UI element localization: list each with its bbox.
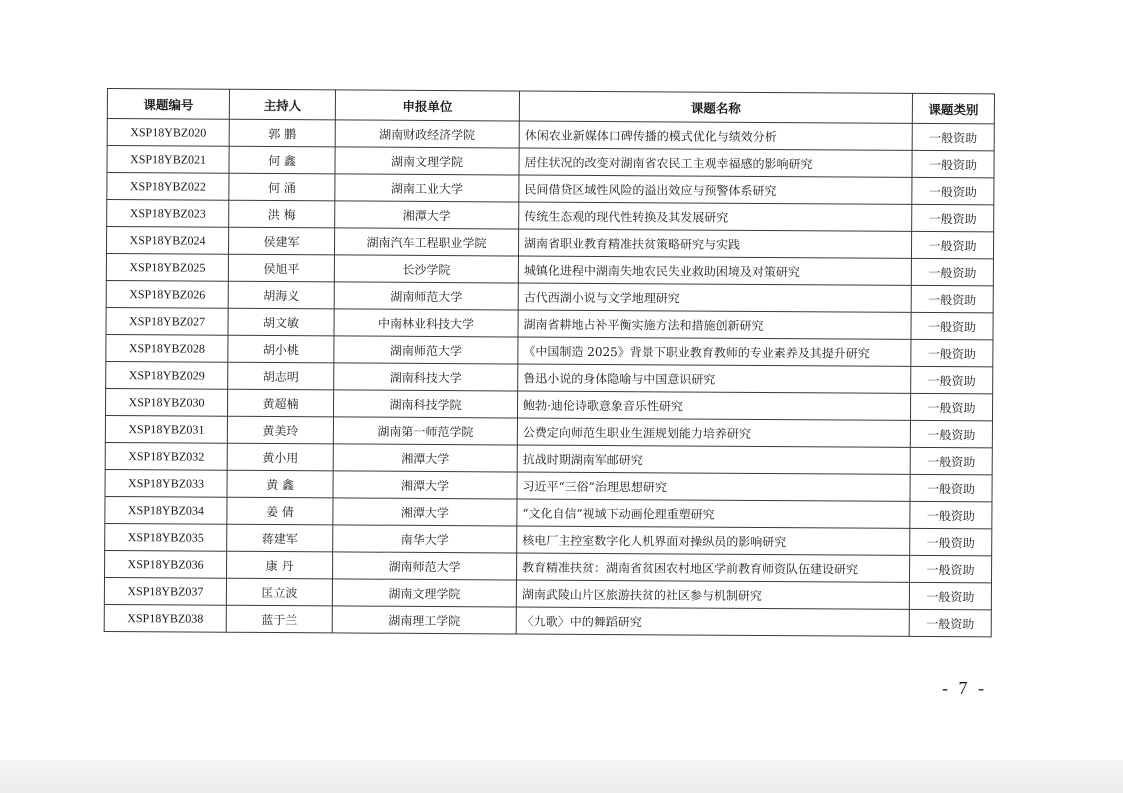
unit-cell: 南华大学 (333, 525, 517, 553)
category-cell: 一般资助 (911, 339, 993, 367)
host-cell: 黄 鑫 (227, 470, 333, 498)
project-title-cell: 休闲农业新媒体口碑传播的模式优化与绩效分析 (519, 121, 912, 150)
header-host: 主持人 (229, 89, 335, 120)
host-cell: 何 鑫 (229, 146, 335, 174)
category-cell: 一般资助 (911, 366, 993, 394)
host-cell: 胡志明 (228, 362, 334, 390)
project-code-cell: XSP18YBZ026 (106, 280, 228, 308)
category-cell: 一般资助 (911, 285, 993, 313)
unit-cell: 湘潭大学 (333, 471, 517, 499)
host-cell: 康 丹 (227, 551, 333, 579)
project-table (104, 88, 995, 637)
project-title-cell: 湖南省耕地占补平衡实施方法和措施创新研究 (518, 310, 911, 339)
scan-edge-shadow (0, 760, 1123, 793)
host-cell: 胡海义 (228, 281, 334, 309)
category-cell: 一般资助 (910, 393, 992, 421)
project-title-cell: 城镇化进程中湖南失地农民失业救助困境及对策研究 (518, 256, 911, 285)
header-project-code: 课题编号 (107, 89, 229, 120)
project-code-cell: XSP18YBZ035 (105, 523, 227, 551)
project-code-cell: XSP18YBZ031 (105, 415, 227, 443)
project-code-cell: XSP18YBZ032 (105, 442, 227, 470)
host-cell: 黄小用 (227, 443, 333, 471)
host-cell: 匡立波 (226, 578, 332, 606)
project-code-cell: XSP18YBZ036 (105, 550, 227, 578)
unit-cell: 湖南文理学院 (335, 147, 519, 175)
category-cell: 一般资助 (909, 555, 991, 583)
header-project-title: 课题名称 (519, 91, 912, 123)
host-cell: 洪 梅 (229, 200, 335, 228)
project-code-cell: XSP18YBZ025 (106, 253, 228, 281)
host-cell: 胡文敏 (228, 308, 334, 336)
unit-cell: 湖南财政经济学院 (335, 120, 519, 148)
table-body (104, 119, 994, 637)
category-cell: 一般资助 (912, 123, 994, 151)
project-title-cell: 《中国制造 2025》背景下职业教育教师的专业素养及其提升研究 (518, 337, 911, 366)
unit-cell: 湖南第一师范学院 (333, 417, 517, 445)
category-cell: 一般资助 (911, 258, 993, 286)
project-title-cell: 鲍勃·迪伦诗歌意象音乐性研究 (517, 391, 910, 420)
header-category: 课题类别 (912, 93, 994, 124)
unit-cell: 长沙学院 (334, 255, 518, 283)
unit-cell: 湖南汽车工程职业学院 (334, 228, 518, 256)
table-row (104, 604, 991, 636)
unit-cell: 湖南师范大学 (334, 336, 518, 364)
category-cell: 一般资助 (909, 582, 991, 610)
host-cell: 黄美玲 (227, 416, 333, 444)
unit-cell: 湖南科技大学 (334, 363, 518, 391)
unit-cell: 湘潭大学 (333, 498, 517, 526)
project-title-cell: 湖南省职业教育精准扶贫策略研究与实践 (518, 229, 911, 258)
project-code-cell: XSP18YBZ034 (105, 496, 227, 524)
host-cell: 何 涌 (229, 173, 335, 201)
category-cell: 一般资助 (911, 312, 993, 340)
project-title-cell: 传统生态观的现代性转换及其发展研究 (519, 202, 912, 231)
header-unit: 申报单位 (335, 90, 519, 121)
project-code-cell: XSP18YBZ037 (104, 577, 226, 605)
category-cell: 一般资助 (910, 447, 992, 475)
project-code-cell: XSP18YBZ029 (106, 361, 228, 389)
category-cell: 一般资助 (911, 231, 993, 259)
category-cell: 一般资助 (910, 420, 992, 448)
unit-cell: 湖南理工学院 (332, 606, 516, 634)
host-cell: 姜 倩 (227, 497, 333, 525)
host-cell: 黄超楠 (227, 389, 333, 417)
project-title-cell: 古代西湖小说与文学地理研究 (518, 283, 911, 312)
project-title-cell: 居住状况的改变对湖南省农民工主观幸福感的影响研究 (519, 148, 912, 177)
category-cell: 一般资助 (912, 150, 994, 178)
category-cell: 一般资助 (912, 177, 994, 205)
unit-cell: 湖南科技学院 (333, 390, 517, 418)
category-cell: 一般资助 (910, 474, 992, 502)
host-cell: 蒋建军 (227, 524, 333, 552)
project-code-cell: XSP18YBZ021 (107, 146, 229, 174)
project-title-cell: “文化自信”视域下动画伦理重塑研究 (517, 499, 910, 528)
project-code-cell: XSP18YBZ023 (107, 200, 229, 228)
project-title-cell: 民间借贷区域性风险的溢出效应与预警体系研究 (519, 175, 912, 204)
project-title-cell: 公费定向师范生职业生涯规划能力培养研究 (517, 418, 910, 447)
unit-cell: 湘潭大学 (333, 444, 517, 472)
unit-cell: 湘潭大学 (335, 201, 519, 229)
page-number: - 7 - (942, 678, 987, 698)
unit-cell: 湖南师范大学 (333, 552, 517, 580)
host-cell: 侯建军 (228, 227, 334, 255)
project-title-cell: 鲁迅小说的身体隐喻与中国意识研究 (518, 364, 911, 393)
unit-cell: 湖南文理学院 (332, 579, 516, 607)
category-cell: 一般资助 (912, 204, 994, 232)
host-cell: 胡小桃 (228, 335, 334, 363)
unit-cell: 湖南师范大学 (334, 282, 518, 310)
category-cell: 一般资助 (910, 501, 992, 529)
project-title-cell: 核电厂主控室数字化人机界面对操纵员的影响研究 (517, 526, 910, 555)
project-code-cell: XSP18YBZ033 (105, 469, 227, 497)
project-code-cell: XSP18YBZ030 (105, 388, 227, 416)
project-code-cell: XSP18YBZ020 (107, 119, 229, 147)
category-cell: 一般资助 (910, 528, 992, 556)
project-title-cell: 习近平“三俗”治理思想研究 (517, 472, 910, 501)
project-title-cell: 湖南武陵山片区旅游扶贫的社区参与机制研究 (516, 580, 909, 609)
project-title-cell: 〈九歌〉中的舞蹈研究 (516, 607, 909, 636)
unit-cell: 中南林业科技大学 (334, 309, 518, 337)
host-cell: 郭 鹏 (229, 119, 335, 147)
project-code-cell: XSP18YBZ027 (106, 307, 228, 335)
unit-cell: 湖南工业大学 (335, 174, 519, 202)
project-code-cell: XSP18YBZ038 (104, 604, 226, 632)
project-code-cell: XSP18YBZ028 (106, 334, 228, 362)
category-cell: 一般资助 (909, 609, 991, 637)
project-title-cell: 教育精准扶贫：湖南省贫困农村地区学前教育师资队伍建设研究 (517, 553, 910, 582)
project-code-cell: XSP18YBZ024 (106, 227, 228, 255)
host-cell: 侯旭平 (228, 254, 334, 282)
host-cell: 蓝于兰 (226, 605, 332, 633)
project-title-cell: 抗战时期湖南军邮研究 (517, 445, 910, 474)
project-code-cell: XSP18YBZ022 (107, 173, 229, 201)
